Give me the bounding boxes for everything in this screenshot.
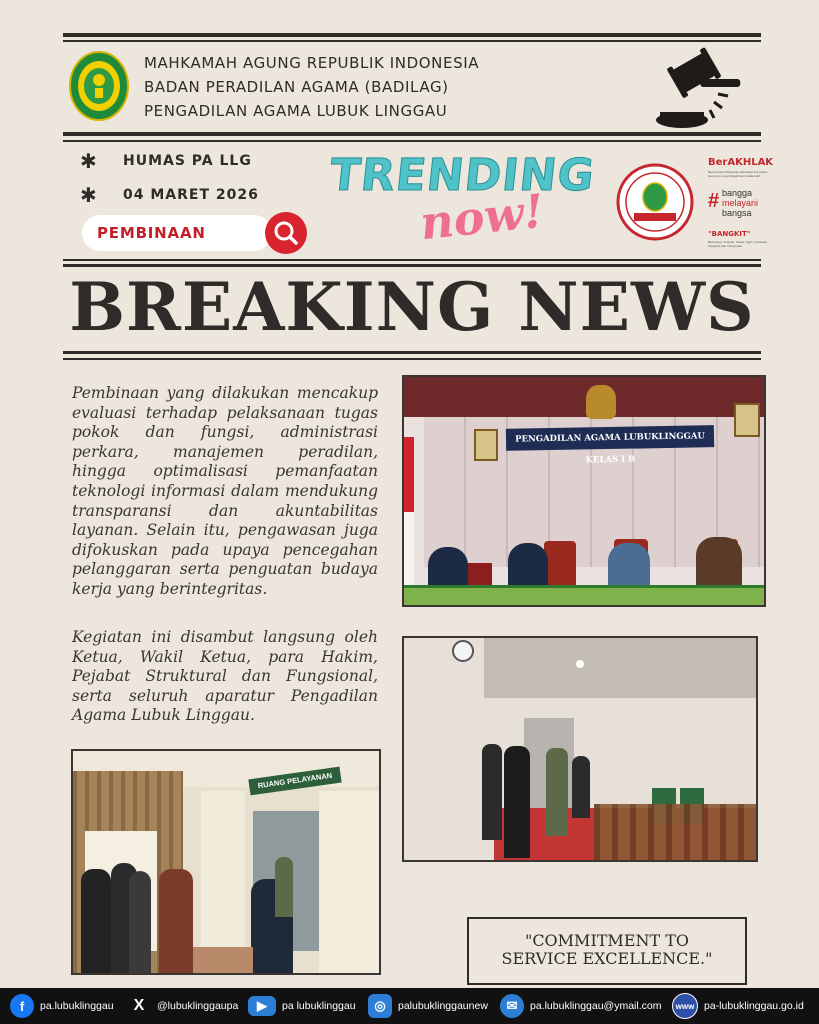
person	[159, 869, 193, 973]
x-icon: X	[127, 994, 151, 1018]
date-label: 04 MARET 2026	[123, 187, 259, 203]
person	[129, 871, 151, 973]
header-line-3: PENGADILAN AGAMA LUBUK LINGGAU	[144, 102, 448, 120]
bangkit-badge: "BANGKIT"	[708, 230, 751, 238]
x-handle: @lubuklinggaupa	[157, 1000, 239, 1012]
photo-meeting-room	[402, 375, 766, 607]
footer-instagram[interactable]	[368, 988, 488, 1024]
chair	[544, 541, 576, 587]
court-seal	[616, 163, 694, 241]
article-paragraph-2: Kegiatan ini disambut langsung oleh Ketua, Wakil Ketua, para Hakim, Pejabat Struktural dan Fungsional, serta seluruh aparatur Pengadilan Agama Lubuk Linggau.	[72, 628, 378, 725]
photo3-sign: RUANG PELAYANAN	[248, 767, 341, 796]
wall-top	[404, 377, 764, 417]
garuda-emblem	[586, 385, 616, 419]
quote-line-1: "COMMITMENT TO	[524, 931, 690, 950]
footer-bar	[0, 988, 819, 1024]
footer-email[interactable]	[500, 988, 661, 1024]
table	[404, 585, 764, 607]
wooden-railing	[594, 804, 756, 860]
photo-hallway	[402, 636, 758, 862]
headline: BREAKING NEWS	[69, 268, 755, 346]
person	[482, 744, 502, 840]
facebook-handle: pa.lubuklinggau	[40, 1000, 114, 1012]
bangga-badge	[708, 188, 770, 218]
photo1-banner: PENGADILAN AGAMA LUBUKLINGGAU KELAS I B	[506, 425, 714, 451]
person	[81, 869, 111, 973]
youtube-handle: pa lubuklinggau	[282, 1000, 356, 1012]
gavel-icon	[652, 42, 756, 134]
person	[546, 748, 568, 836]
footer-youtube[interactable]	[248, 988, 356, 1024]
berakhlak-badge: BerAKHLAK	[708, 157, 774, 168]
search-icon	[265, 212, 307, 254]
trending-word: TRENDING	[327, 150, 598, 201]
instagram-handle: palubuklinggaunew	[398, 1000, 488, 1012]
header-line-1: MAHKAMAH AGUNG REPUBLIK INDONESIA	[144, 54, 480, 72]
asterisk-icon: ✱	[80, 151, 97, 173]
header-rule-thin	[63, 140, 761, 142]
person	[508, 543, 548, 587]
footer-facebook[interactable]	[10, 988, 114, 1024]
footer-website[interactable]	[672, 988, 804, 1024]
berakhlak-subtitle: Berorientasi Pelayanan Akuntabel Kompeten Harmonis Loyal Adaptif dan Kolaboratif	[708, 170, 768, 178]
person	[696, 537, 742, 587]
person	[572, 756, 590, 818]
search-button[interactable]	[265, 212, 307, 254]
website-url: pa-lubuklinggau.go.id	[704, 1000, 804, 1012]
person	[608, 543, 650, 587]
headline-rule-bottom	[63, 358, 761, 360]
white-column	[201, 791, 245, 973]
headline-rule-bottom-thick	[63, 351, 761, 354]
bangga-word-1: bangga	[722, 188, 753, 198]
wall-clock	[452, 640, 474, 662]
author-label: HUMAS PA LLG	[123, 153, 252, 169]
search-input[interactable]: PEMBINAAN	[97, 224, 206, 242]
person	[504, 746, 530, 858]
now-word: now!	[417, 183, 547, 251]
floor-debris	[193, 947, 253, 973]
bangkit-subtitle: Bersinergi, Amanah, Netral, Gigih, Kesatuan, Integritas dan Transparan	[708, 240, 768, 248]
footer-x[interactable]	[127, 988, 238, 1024]
court-logo	[68, 50, 130, 122]
email-address: pa.lubuklinggau@ymail.com	[530, 1000, 662, 1012]
email-icon: ✉	[500, 994, 524, 1018]
flag	[404, 437, 414, 587]
bangga-word-3: bangsa	[722, 208, 752, 218]
bangga-word-2: melayani	[722, 198, 759, 208]
white-wall	[319, 791, 379, 973]
person	[275, 857, 293, 917]
header-rule-thick	[63, 132, 761, 136]
headline-rule-top	[63, 259, 761, 261]
top-rule-thick	[63, 33, 761, 37]
wall-frame-left	[474, 429, 498, 461]
facebook-icon: f	[10, 994, 34, 1018]
globe-icon: www	[672, 993, 698, 1019]
instagram-icon: ◎	[368, 994, 392, 1018]
article-paragraph-1: Pembinaan yang dilakukan mencakup evaluasi terhadap pelaksanaan tugas pokok dan fungsi, administrasi perkara, manajemen peradilan, hingga optimalisasi pemanfaatan teknologi informasi dalam mendukung transparansi dan akuntabilitas layanan. Selain itu, pengawasan juga difokuskan pada upaya pencegahan pelanggaran serta penguatan budaya kerja yang berintegritas.	[72, 384, 378, 598]
youtube-icon: ▶	[248, 996, 276, 1016]
ceiling-light	[576, 660, 584, 668]
person	[428, 547, 468, 587]
asterisk-icon: ✱	[80, 185, 97, 207]
quote-line-2: SERVICE EXCELLENCE."	[501, 949, 713, 968]
ceiling	[484, 638, 756, 698]
photo-service-room	[71, 749, 381, 975]
wall-frame-right	[734, 403, 760, 437]
bangga-hash: #	[708, 190, 720, 212]
header-line-2: BADAN PERADILAN AGAMA (BADILAG)	[144, 78, 449, 96]
